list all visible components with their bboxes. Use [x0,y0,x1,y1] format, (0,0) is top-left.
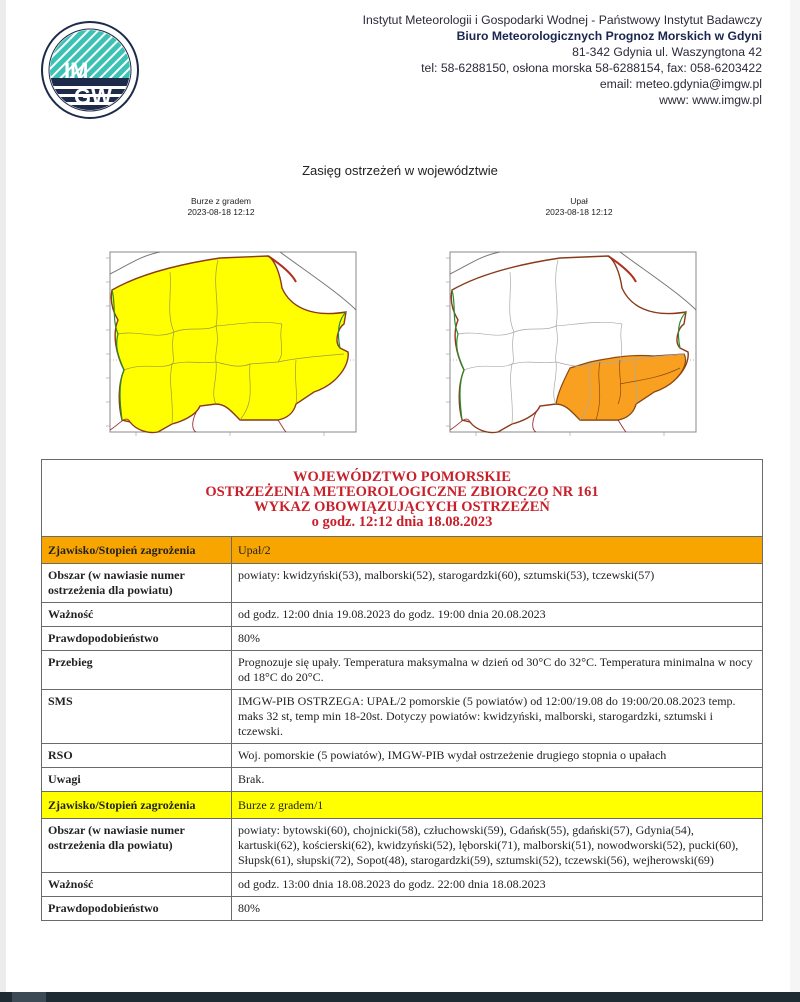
map-title: Burze z gradem [191,196,251,206]
title-time: o godz. 12:12 dnia 18.08.2023 [311,514,493,530]
row-label: Zjawisko/Stopień zagrożenia [42,537,232,564]
row-label: Prawdopodobieństwo [42,627,232,651]
imgw-logo [38,20,142,120]
map-heat [440,244,700,444]
map-caption-storm [151,196,291,218]
row-value: Woj. pomorskie (5 powiatów), IMGW-PIB wydał ostrzeżenie drugiego stopnia o upałach [232,744,763,768]
map-datetime: 2023-08-18 12:12 [187,207,255,217]
table-row [42,873,763,897]
map-datetime: 2023-08-18 12:12 [545,207,613,217]
row-value: 80% [232,627,763,651]
title-list: WYKAZ OBOWIĄZUJĄCYCH OSTRZEŻEŃ [254,499,550,515]
row-label: Prawdopodobieństwo [42,897,232,921]
row-label: RSO [42,744,232,768]
office-name: Biuro Meteorologicznych Prognoz Morskich w Gdyni [456,29,762,43]
maps-section-title: Zasięg ostrzeżeń w województwie [302,163,498,178]
row-value: Brak. [232,768,763,792]
row-value: Prognozuje się upały. Temperatura maksymalna w dzień od 30°C do 32°C. Temperatura minimalna w nocy od 18°C do 20°C. [232,651,763,690]
row-value: IMGW-PIB OSTRZEGA: UPAŁ/2 pomorskie (5 powiatów) od 12:00/19.08 do 19:00/20.08.2023 temp. maks 32 st, temp min 18-20st. Dotyczy powiatów: kwidzyński, malborski, starogardzki, sztumski i tczewski. [232,690,763,744]
map-caption-heat [509,196,649,218]
table-row [42,651,763,690]
row-label: Ważność [42,873,232,897]
title-voivodeship: WOJEWÓDZTWO POMORSKIE [293,469,511,485]
institution-header [242,12,762,108]
table-row [42,897,763,921]
table-row [42,627,763,651]
taskbar-button[interactable] [12,992,46,1002]
email: email: meteo.gdynia@imgw.pl [599,77,762,91]
map-title: Upał [570,196,588,206]
table-row [42,768,763,792]
row-label: Uwagi [42,768,232,792]
table-row [42,603,763,627]
row-value: Upał/2 [232,537,763,564]
taskbar [0,992,800,1002]
row-label: Obszar (w nawiasie numer ostrzeżenia dla powiatu) [42,819,232,873]
row-label: Przebieg [42,651,232,690]
warning-header-row [42,537,763,564]
title-bulletin: OSTRZEŻENIA METEOROLOGICZNE ZBIORCZO NR 161 [205,484,599,500]
row-value: powiaty: kwidzyński(53), malborski(52), starogardzki(60), sztumski(53), tczewski(57) [232,564,763,603]
row-label: Ważność [42,603,232,627]
table-title [42,460,763,537]
warnings-table [41,459,763,921]
row-value: od godz. 13:00 dnia 18.08.2023 do godz. 22:00 dnia 18.08.2023 [232,873,763,897]
address: 81-342 Gdynia ul. Waszyngtona 42 [572,45,762,59]
logo-text-im: IM [64,58,89,83]
row-value: od godz. 12:00 dnia 19.08.2023 do godz. 19:00 dnia 20.08.2023 [232,603,763,627]
row-label: SMS [42,690,232,744]
map-storm [100,244,360,444]
row-label: Zjawisko/Stopień zagrożenia [42,792,232,819]
row-value: powiaty: bytowski(60), chojnicki(58), człuchowski(59), Gdańsk(55), gdański(57), Gdynia(54), kartuski(62), kościerski(62), kwidzyński(52), lęborski(71), malborski(51), nowodworski(52), pucki(60), Słupsk(61), słupski(72), Sopot(48), starogardzki(59), sztumski(52), tczewski(56), wejherowski(69) [232,819,763,873]
table-row [42,564,763,603]
phone-fax: tel: 58-6288150, osłona morska 58-6288154, fax: 058-6203422 [421,61,762,75]
table-row [42,690,763,744]
logo-text-gw: GW [74,84,112,109]
website: www: www.imgw.pl [659,93,762,107]
warning-header-row [42,792,763,819]
row-value: Burze z gradem/1 [232,792,763,819]
institution-name: Instytut Meteorologii i Gospodarki Wodnej - Państwowy Instytut Badawczy [362,13,762,27]
table-row [42,744,763,768]
row-label: Obszar (w nawiasie numer ostrzeżenia dla powiatu) [42,564,232,603]
row-value: 80% [232,897,763,921]
table-row [42,819,763,873]
